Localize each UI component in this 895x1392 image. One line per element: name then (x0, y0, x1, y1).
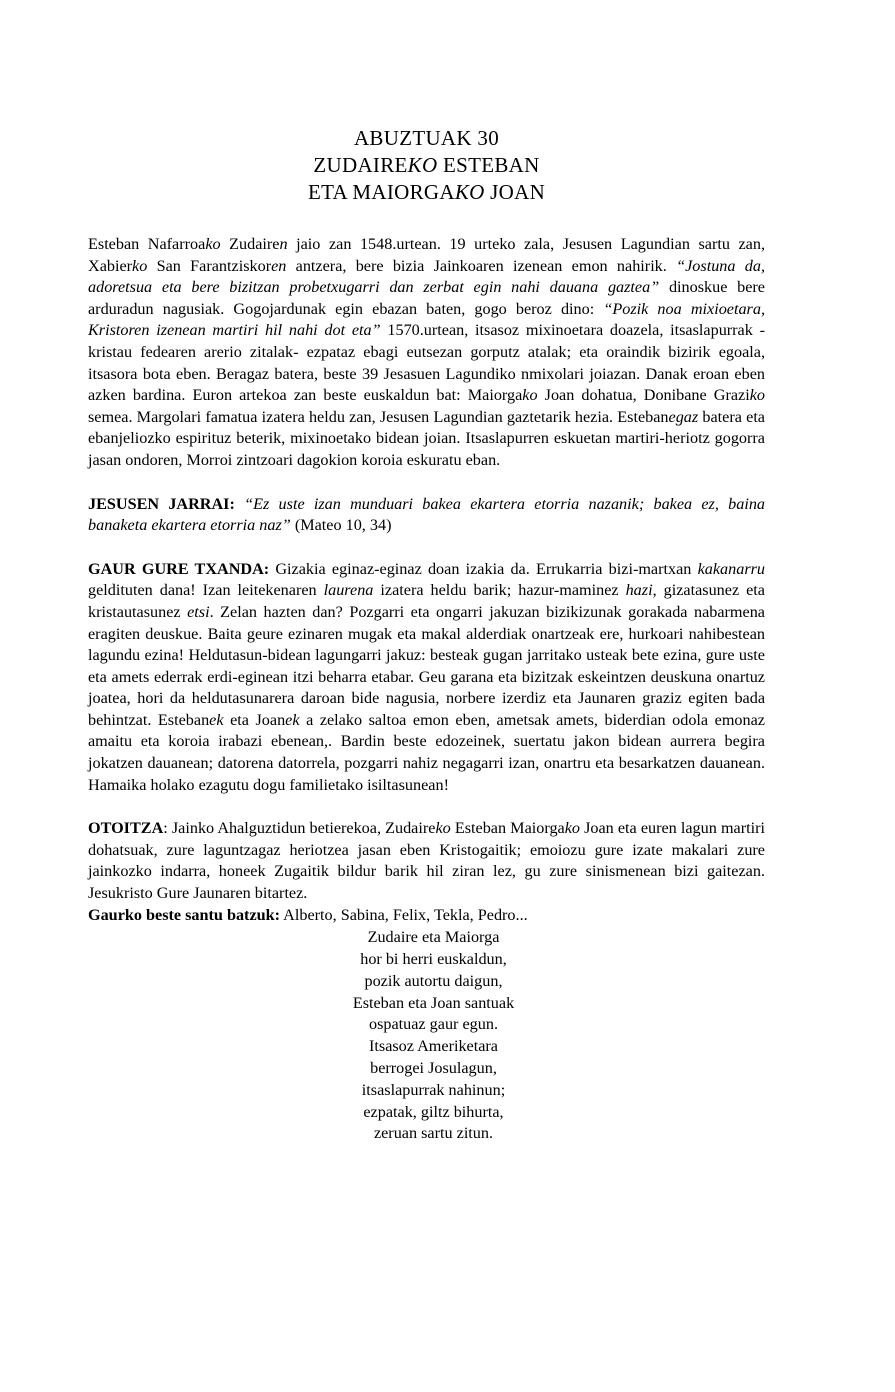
italic-text: ko (132, 256, 148, 275)
italic-text: n (279, 235, 288, 253)
italic-text: “Jostuna da, adoretsua eta bere bizitzan probetxugarri dan zerbat egin nahi dauana gaztea” (88, 256, 765, 297)
italic-text: “Pozik noa mixioetara, Kristoren izenean martiri hil nahi dot eta” (88, 299, 765, 340)
section-label: Gaurko beste santu batzuk: (88, 905, 281, 924)
italic-text: “Ez uste izan munduari bakea ekartera etorria nazanik; bakea ez, baina banaketa ekartera etorria naz” (88, 494, 766, 535)
body-text: Gizakia eginaz-eginaz doan izakia da. Errukarria bizi-martxan (269, 559, 698, 578)
body-text: a zelako saltoa emon eben, ametsak amets, biderdian odola emonaz amaitu eta koroia irabazi ebenean,. Bardin beste edozeinek, suertatu jakon bidean aurrera begira jokatzen dauanean; datorena datorrela, pozgarri nahiz negagarri izan, onartru eta besarkatzen dauanean. Hamaika holako ezagutu dogu familietako isiltasunean! (88, 710, 765, 794)
body-text: . Zelan hazten dan? Pozgarri eta ongarri jakuzan bizikizunak gorakada nabarmena eragiten deuskue. Baita geure ezinaren mugak eta makal alderdiak onartzeak ere, hurkoari nahibestean lagundu ezina! Heldutasun-bidean lagungarri jakuz: besteak gugan jarritako usteak bete ezina, gure uste eta amets ederrak erdi-eginean itzi beharra etabar. Geu garana eta bizitzak eskeintzen deuskuna onartuz joatea, hori da heldutasunarera daroan bide nagusia, norbere izerdiz eta Jaunaren graziz egiten bada behintzat. Esteban (88, 602, 765, 729)
title-saint-joan (88, 179, 765, 206)
title-text: ZUDAIRE (313, 153, 408, 177)
title-date: ABUZTUAK 30 (353, 126, 500, 150)
title-text: ESTEBAN (437, 153, 540, 177)
poem (88, 927, 765, 1145)
italic-text: ko (749, 386, 765, 405)
jesusen-jarrai-paragraph (88, 494, 765, 537)
italic-text: ko (205, 235, 221, 253)
poem-line: Zudaire eta Maiorga (367, 928, 500, 947)
poem-line: berrogei Josulagun, (370, 1059, 497, 1077)
body-text: geldituten dana! Izan leitekenaren (88, 581, 324, 600)
italic-text: en (271, 256, 287, 275)
body-text: izatera heldu barik; hazur-maminez (373, 581, 626, 600)
body-text (235, 495, 244, 513)
italic-text: kakanarru (697, 559, 766, 578)
body-text: San Farantziskor (147, 256, 272, 275)
title-text: KO (454, 180, 485, 204)
italic-text: ko (435, 819, 451, 838)
poem-line: ezpatak, giltz bihurta, (363, 1102, 504, 1121)
italic-text: ko (564, 819, 580, 838)
body-text: jaio zan 1548.urtean. 19 urteko zala, Jesusen Lagundian sartu zan, Xabier (88, 235, 765, 275)
italic-text: etsi (187, 602, 210, 621)
poem-line: ospatuaz gaur egun. (368, 1015, 498, 1034)
body-text: eta Joan (223, 710, 286, 729)
poem-line: zeruan sartu zitun. (373, 1124, 494, 1143)
otoitza-paragraph (88, 818, 765, 904)
body-text: (Mateo 10, 34) (290, 516, 392, 535)
poem-line: Esteban eta Joan santuak (352, 993, 515, 1012)
title-saint-esteban (88, 152, 765, 179)
section-label: OTOITZA (88, 819, 164, 838)
biography-paragraph (88, 234, 765, 472)
body-text: batera eta ebanjeliozko espirituz beterik, mixinoetako bidean joian. Itsaslapurren eskuetan martiri-heriotz gogorra jasan ondoren, Morroi zintzoari dagokion koroia eskuratu eban. (88, 407, 765, 469)
section-label: GAUR GURE TXANDA: (88, 559, 270, 578)
body-text: 1570.urtean, itsasoz mixinoetara doazela, itsaslapurrak -kristau fedearen arerio zitalak- ezpataz ebagi eutsezan gorputz atalak; eta oraindik bizirik egoala, itsasora bota eben. Beragaz batera, beste 39 Jesasuen Lagundiko nmixolari joiazan. Danak eroan eben azken bardina. Euron artekoa zan beste euskaldun bat: Maiorga (88, 321, 765, 405)
italic-text: ko (522, 386, 538, 405)
poem-line: pozik autortu daigun, (364, 971, 503, 990)
italic-text: egaz (668, 407, 699, 426)
body-text: Zudaire (220, 235, 280, 253)
poem-line: itsaslapurrak nahinun; (361, 1080, 506, 1099)
body-text: , gizatasunez eta kristautasunez (88, 581, 765, 621)
poem-line: hor bi herri euskaldun, (360, 950, 507, 969)
body-text: Joan dohatua, Donibane Grazi (537, 386, 750, 405)
section-label: JESUSEN JARRAI: (88, 494, 235, 513)
body-text: : Jainko Ahalguztidun betierekoa, Zudaire (163, 819, 436, 838)
title-text: JOAN (484, 180, 546, 204)
title-text: ETA MAIORGA (307, 180, 455, 204)
title-text: KO (407, 153, 438, 177)
poem-line: Itsasoz Ameriketara (369, 1037, 498, 1056)
other-saints-line (88, 905, 765, 927)
body-text: dinoskue bere arduradun nagusiak. Gogojardunak egin ebazan baten, gogo beroz dino: (88, 278, 765, 318)
italic-text: hazi (625, 581, 653, 600)
body-text: Esteban Nafarroa (88, 235, 206, 253)
body-text: Esteban Maiorga (450, 819, 565, 838)
body-text: semea. Margolari famatua izatera heldu zan, Jesusen Lagundian gaztetarik hezia. Esteban (88, 407, 669, 426)
body-text: Alberto, Sabina, Felix, Tekla, Pedro... (280, 905, 528, 924)
italic-text: ek (209, 710, 224, 729)
italic-text: ek (285, 710, 300, 729)
gaur-gure-txanda-paragraph (88, 559, 765, 797)
body-text: Joan eta euren lagun martiri dohatsuak, zure laguntzagaz heriotzea jasan eben Kristogaitik; emoiozu gure izate makalari zure jainkozko indarra, honeek Zugaitik bildur barik hil ziran lez, gu zure sinismenean bizi gaitezan. Jesukristo Gure Jaunaren bitartez. (88, 819, 765, 903)
body-text: antzera, bere bizia Jainkoaren izenean emon nahirik. (286, 256, 677, 275)
italic-text: laurena (323, 581, 374, 600)
page-title (88, 125, 765, 206)
